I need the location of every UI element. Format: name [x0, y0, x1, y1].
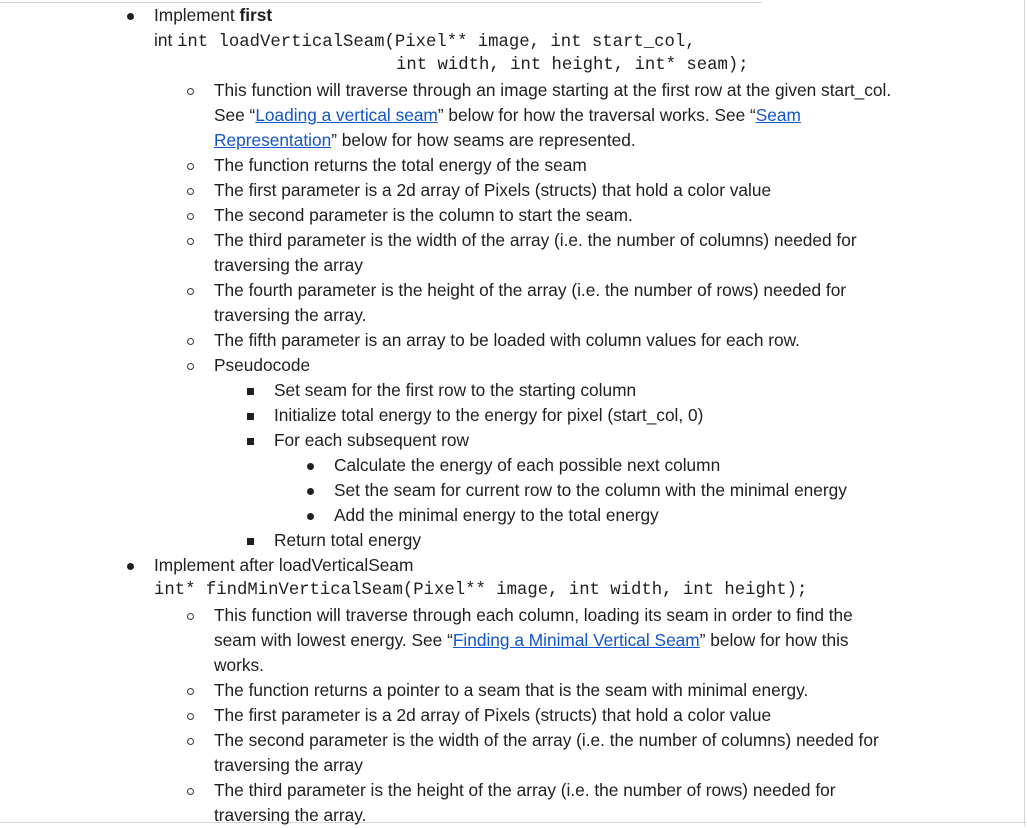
bullet-circle-icon — [178, 328, 203, 353]
s3-text: The first parameter is a 2d array of Pixels (structs) that hold a color value — [214, 180, 772, 200]
bullet-square-icon — [238, 403, 263, 428]
bullet-circle-icon — [178, 778, 203, 803]
s1-line2 — [214, 103, 801, 128]
link-loading-vertical-seam[interactable]: Loading a vertical seam — [255, 105, 438, 125]
first-label: first — [239, 5, 273, 25]
bullet-circle-icon — [178, 353, 203, 378]
bullet-dot-icon — [298, 503, 323, 528]
s1-text: See “ — [214, 105, 256, 125]
s1-text2: ” below for how the traversal works. See “ — [437, 105, 756, 125]
q2-text: Set the seam for current row to the column with the minimal energy — [334, 480, 847, 500]
bullet-circle-icon — [178, 278, 203, 303]
link-finding-minimal-vertical-seam[interactable]: Finding a Minimal Vertical Seam — [452, 630, 700, 650]
right-divider — [1024, 0, 1025, 826]
t3-text: The first parameter is a 2d array of Pixels (structs) that hold a color value — [214, 705, 772, 725]
bullet-circle-icon — [178, 603, 203, 628]
code-load-signature: int loadVerticalSeam(Pixel** image, int start_col, — [177, 33, 696, 52]
t5-line1: The third parameter is the height of the array (i.e. the number of rows) needed for — [214, 780, 836, 800]
q1-text: Calculate the energy of each possible next column — [334, 455, 721, 475]
code-signature-line2: int width, int height, int* seam); — [396, 56, 749, 75]
bullet-circle-icon — [178, 703, 203, 728]
heading-implement-after: Implement after loadVerticalSeam — [154, 555, 414, 575]
q3-text: Add the minimal energy to the total energy — [334, 505, 659, 525]
s1-line3 — [214, 128, 636, 153]
bullet-circle-icon — [178, 728, 203, 753]
s4-text: The second parameter is the column to start the seam. — [214, 205, 633, 225]
t4-line1: The second parameter is the width of the array (i.e. the number of columns) needed for — [214, 730, 879, 750]
t1-text: seam with lowest energy. See “ — [214, 630, 453, 650]
bullet-circle-icon — [178, 678, 203, 703]
s2-text: The function returns the total energy of the seam — [214, 155, 587, 175]
s5-line2: traversing the array — [214, 255, 363, 275]
t1-line3: works. — [214, 655, 264, 675]
bullet-circle-icon — [178, 203, 203, 228]
implement-label: Implement — [154, 5, 240, 25]
bullet-dot-icon — [118, 553, 143, 578]
t5-line2: traversing the array. — [214, 805, 367, 825]
t1-line2 — [214, 628, 849, 653]
heading-implement-first — [154, 3, 272, 28]
bullet-square-icon — [238, 378, 263, 403]
s1-line1: This function will traverse through an image starting at the first row at the given start_col. — [214, 80, 892, 100]
t4-line2: traversing the array — [214, 755, 363, 775]
bullet-dot-icon — [298, 478, 323, 503]
top-divider — [0, 2, 762, 3]
link-seam-representation-part2[interactable]: Representation — [214, 130, 332, 150]
bullet-circle-icon — [178, 228, 203, 253]
s6-line2: traversing the array. — [214, 305, 367, 325]
p4-text: Return total energy — [274, 530, 421, 550]
s8-pseudocode: Pseudocode — [214, 355, 311, 375]
s1-text3: ” below for how seams are represented. — [331, 130, 636, 150]
s6-line1: The fourth parameter is the height of the array (i.e. the number of rows) needed for — [214, 280, 847, 300]
code-int-keyword: int — [154, 30, 178, 50]
code-find-signature: int* findMinVerticalSeam(Pixel** image, int width, int height); — [154, 581, 808, 600]
s7-text: The fifth parameter is an array to be loaded with column values for each row. — [214, 330, 800, 350]
p1-text: Set seam for the first row to the starting column — [274, 380, 637, 400]
p2-text: Initialize total energy to the energy for pixel (start_col, 0) — [274, 405, 704, 425]
code-signature-line1 — [154, 28, 696, 53]
t1-line1: This function will traverse through each column, loading its seam in order to find the — [214, 605, 853, 625]
t2-text: The function returns a pointer to a seam that is the seam with minimal energy. — [214, 680, 809, 700]
link-seam-representation-part1[interactable]: Seam — [755, 105, 801, 125]
t1-text2: ” below for how this — [699, 630, 849, 650]
s5-line1: The third parameter is the width of the array (i.e. the number of columns) needed for — [214, 230, 857, 250]
bullet-dot-icon — [298, 453, 323, 478]
bullet-circle-icon — [178, 178, 203, 203]
bullet-circle-icon — [178, 153, 203, 178]
bullet-square-icon — [238, 528, 263, 553]
bottom-divider — [0, 822, 1027, 823]
bullet-square-icon — [238, 428, 263, 453]
p3-text: For each subsequent row — [274, 430, 470, 450]
bullet-dot-icon — [118, 3, 143, 28]
bullet-circle-icon — [178, 78, 203, 103]
